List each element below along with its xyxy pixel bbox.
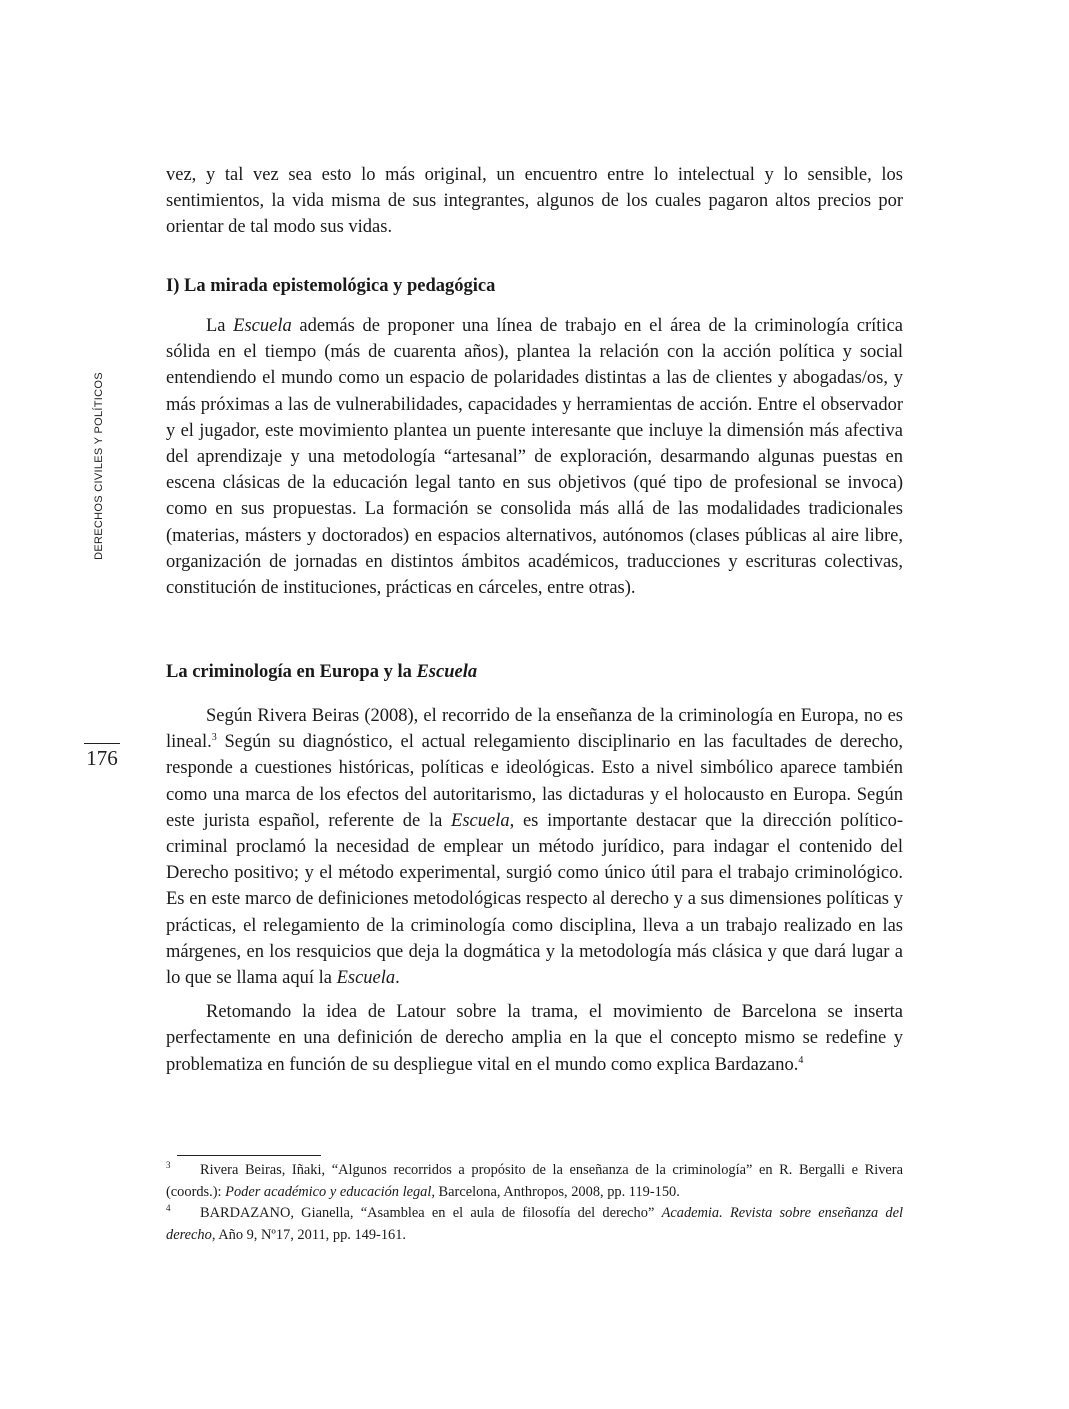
text-run: .: [395, 968, 400, 989]
italic-text: Escuela: [451, 810, 510, 831]
intro-paragraph-block: [166, 162, 903, 241]
footnotes: [166, 1160, 903, 1246]
heading-italic: Escuela: [416, 662, 478, 682]
footnote-text: Año 9, Nº17, 2011, pp. 149-161.: [215, 1226, 407, 1243]
section1-body: [166, 313, 903, 601]
footnote-separator: [177, 1155, 321, 1156]
page-number: 176: [86, 746, 118, 770]
text-run: La: [206, 316, 234, 336]
section-heading-2: [166, 662, 477, 683]
section2-paragraph-2: [166, 999, 903, 1078]
footnote-text: Barcelona, Anthropos, 2008, pp. 119-150.: [434, 1183, 680, 1200]
footnote-text: BARDAZANO, Gianella, “Asamblea en el aula de filosofía del derecho”: [200, 1205, 662, 1221]
footnote-3: 3 Rivera Beiras, Iñaki, “Algunos recorridos a propósito de la enseñanza de la criminología” en R. Bergalli e Rivera (coords.): Poder académico y educación legal, Barcelona, Anthropos, 2008, pp. 119-150.: [166, 1160, 903, 1200]
footnote-ref-3[interactable]: 3: [211, 732, 217, 744]
text-run: Según su diagnóstico, el actual relegamiento disciplinario en las facultades de derecho, responde a cuestiones históricas, políticas e ideológicas. Esto a nivel simbólico aparece también como una marca de los efectos del autoritarismo, las dictaduras y el holocausto en Europa. Según este jurista español, referente de la: [166, 732, 903, 831]
section2-body: [166, 703, 903, 1078]
section-heading-1: I) La mirada epistemológica y pedagógica: [166, 276, 496, 296]
intro-paragraph: vez, y tal vez sea esto lo más original, un encuentro entre lo intelectual y lo sensible, los sentimientos, la vida misma de sus integrantes, algunos de los cuales pagaron altos precios por orientar de tal modo sus vidas.: [166, 165, 903, 238]
section2-paragraph-1: [166, 703, 903, 991]
footnote-ref-4[interactable]: 4: [798, 1054, 804, 1066]
text-run: además de proponer una línea de trabajo en el área de la criminología crítica sólida en el tiempo (más de cuarenta años), plantea la relación con la acción política y social entendiendo el mundo como un espacio de polaridades distintas a las de clientes y abogadas/os, y más próximas a las de vulnerabilidades, capacidades y herramientas de acción. Entre el observador y el jugador, este movimiento plantea un puente interesante que incluye la dimensión más afectiva del aprendizaje y una metodología “artesanal” de exploración, desarmando algunas puestas en escena clásicas de la educación legal tanto en sus objetivos (qué tipo de profesional se invoca) como en sus propuestas. La formación se consolida más allá de las modalidades tradicionales (materias, másters y doctorados) en espacios alternativos, autónomos (clases públicas al aire libre, organización de jornadas en distintos ámbitos académicos, traducciones y escrituras colectivas, constitución de instituciones, prácticas en cárceles, entre otras).: [166, 316, 903, 599]
text-run: Retomando la idea de Latour sobre la trama, el movimiento de Barcelona se inserta perfectamente en una definición de derecho amplia en la que el concepto mismo se redefine y problematiza en función de su despliegue vital en el mundo como explica Bardazano.: [166, 1002, 903, 1075]
italic-text: Escuela: [233, 316, 292, 336]
heading-text: La criminología en Europa y la: [166, 662, 417, 682]
footnote-italic: Poder académico y educación legal,: [225, 1183, 435, 1200]
text-run: Según Rivera Beiras (2008), el recorrido de la enseñanza de la criminología en Europa, no es lineal.: [166, 706, 903, 753]
footnote-italic: Academia. Revista sobre enseñanza del derecho,: [166, 1205, 903, 1243]
running-head-vertical: DERECHOS CIVILES Y POLÍTICOS: [93, 372, 105, 560]
footnote-4: 4 BARDAZANO, Gianella, “Asamblea en el aula de filosofía del derecho” Academia. Revista sobre enseñanza del derecho, Año 9, Nº17, 2011, pp. 149-161.: [166, 1203, 903, 1243]
text-run: , es importante destacar que la dirección político-criminal proclamó la necesidad de emplear un método jurídico, para indagar el contenido del Derecho positivo; y el método experimental, surgió como único útil para el trabajo criminológico. Es en este marco de definiciones metodológicas respecto al derecho y a sus dimensiones políticas y prácticas, el relegamiento de la criminología como disciplina, lleva a un trabajo realizado en las márgenes, en los resquicios que deja la dogmática y la metodología más clásica y que dará lugar a lo que se llama aquí la: [166, 810, 904, 989]
section1-paragraph: [166, 313, 903, 601]
footnote-text: Rivera Beiras, Iñaki, “Algunos recorridos a propósito de la enseñanza de la criminología” en R. Bergalli e Rivera (coords.):: [166, 1162, 903, 1200]
italic-text: Escuela: [336, 968, 396, 989]
page-number-rule: [84, 743, 120, 744]
